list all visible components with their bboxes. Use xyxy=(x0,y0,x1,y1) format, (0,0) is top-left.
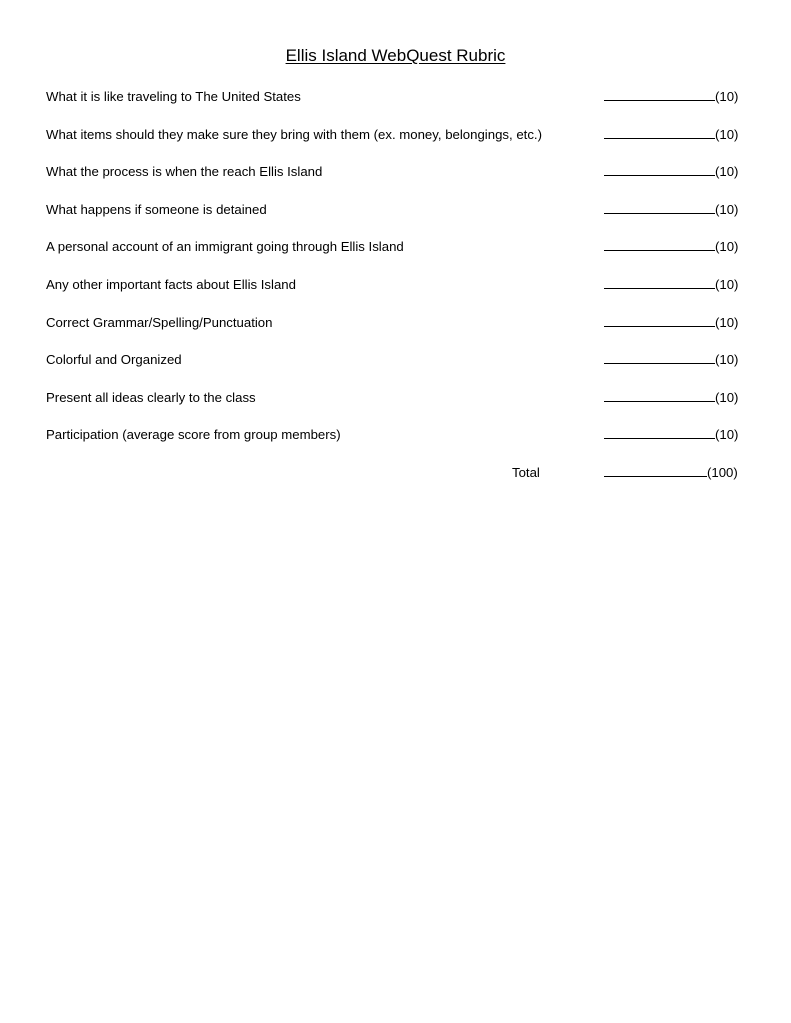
score-blank-line xyxy=(604,276,715,289)
rubric-row xyxy=(46,238,746,276)
total-score-field xyxy=(604,464,738,482)
score-blank-line xyxy=(604,163,715,176)
total-points-possible: (100) xyxy=(707,464,738,480)
score-blank-line xyxy=(604,314,715,327)
score-blank-line xyxy=(604,426,715,439)
rubric-criterion: What it is like traveling to The United States xyxy=(46,89,301,104)
points-possible: (10) xyxy=(715,427,739,443)
score-blank-line xyxy=(604,126,715,139)
points-possible: (10) xyxy=(715,276,739,292)
rubric-row xyxy=(46,426,746,464)
rubric-row xyxy=(46,351,746,389)
score-field xyxy=(604,426,738,444)
points-possible: (10) xyxy=(715,126,739,142)
total-label: Total xyxy=(512,464,540,480)
score-blank-line xyxy=(604,201,715,214)
rubric-row xyxy=(46,314,746,352)
score-field xyxy=(604,126,738,144)
rubric-row xyxy=(46,88,746,126)
score-field xyxy=(604,201,738,219)
rubric-criterion: Any other important facts about Ellis Island xyxy=(46,276,296,292)
score-field xyxy=(604,276,738,294)
points-possible: (10) xyxy=(715,389,739,405)
score-field xyxy=(604,314,738,332)
points-possible: (10) xyxy=(715,352,739,368)
total-blank-line xyxy=(604,464,707,477)
rubric-row xyxy=(46,163,746,201)
score-field xyxy=(604,389,738,407)
total-row xyxy=(46,464,746,502)
rubric-row xyxy=(46,201,746,239)
points-possible: (10) xyxy=(715,239,739,255)
rubric-criterion: Participation (average score from group members) xyxy=(46,427,341,443)
rubric-list xyxy=(46,88,746,502)
rubric-row xyxy=(46,276,746,314)
points-possible: (10) xyxy=(715,201,739,217)
rubric-row xyxy=(46,126,746,164)
score-blank-line xyxy=(604,389,715,402)
rubric-criterion: What items should they make sure they bring with them (ex. money, belongings, etc.) xyxy=(46,126,542,142)
rubric-criterion: What the process is when the reach Ellis Island xyxy=(46,164,323,180)
rubric-criterion: Correct Grammar/Spelling/Punctuation xyxy=(46,314,273,330)
score-field xyxy=(604,351,738,369)
rubric-row xyxy=(46,389,746,427)
score-blank-line xyxy=(604,351,715,364)
points-possible: (10) xyxy=(715,89,739,104)
rubric-criterion: A personal account of an immigrant going through Ellis Island xyxy=(46,239,404,255)
score-field xyxy=(604,238,738,256)
rubric-criterion: Colorful and Organized xyxy=(46,352,182,368)
score-blank-line xyxy=(604,88,715,101)
rubric-criterion: Present all ideas clearly to the class xyxy=(46,389,256,405)
score-field xyxy=(604,88,738,106)
score-field xyxy=(604,163,738,181)
rubric-criterion: What happens if someone is detained xyxy=(46,201,267,217)
score-blank-line xyxy=(604,238,715,251)
page-title: Ellis Island WebQuest Rubric xyxy=(285,46,506,65)
points-possible: (10) xyxy=(715,314,739,330)
points-possible: (10) xyxy=(715,164,739,180)
